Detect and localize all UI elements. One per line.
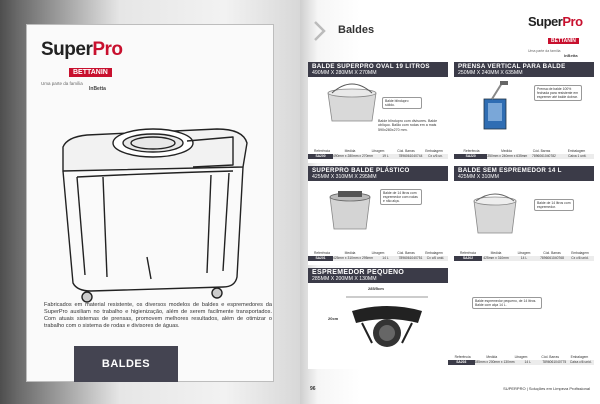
spec-table: Referência Medida Litragem Cód. Barras Embalagem SA202 425mm x 310mm 14 L 7896061040768 Cx c/6 unid. [454, 251, 594, 265]
section-badge: BALDES [74, 346, 178, 382]
wringer-image [474, 81, 520, 133]
spec-table: Referência Medida Litragem Cód. Barras Embalagem SA203 285mm x 200mm x 130mm 14 L 7896061040775 Caixa c/6 unid. [448, 355, 594, 369]
product-card-balde-sem-espremedor: BALDE SEM ESPREMEDOR 14 L 425MM X 310MM Balde de 14 litros com espremedor. Referência Medida Litragem Cód. Barras Embalagem SA202 425mm x 310mm 14 L 7896061040768 Cx c/6 unid. [454, 166, 594, 264]
spec-table: Referência Medida Litragem Cód. Barras Embalagem SA201 425mm x 310mm x 295mm 14 L 7896061040751 Cx c/6 unid. [308, 251, 448, 265]
section-description: Fabricados em material resistente, os diversos modelos de baldes e espremedores da SuperPro auxiliam no trabalho e higienização, além de serem facilmente transportados. Com atuais sistemas de prensas, promovem melhores resultados, além de otimizar o trabalho com o sistema de rodas e divisores de águas. [44, 302, 272, 329]
product-card-balde-oval: BALDE SUPERPRO OVAL 19 LITROS 490MM X 280MM X 270MM Balde blindupro sólido. Balde blindupro com divisores. Balde oblíquo. Balão com rodas em a mais 590x280x270 mm. Referência Medida Litragem Cód. Barras Embalagem SA200 490mm x 280mm x 270mm 19 L 7896061040744 Cx c/6 un. [308, 62, 448, 162]
product-card-espremedor-pequeno: ESPREMEDOR PEQUENO 285MM X 200MM X 130MM 285/5cm 20cm Balde espremedor pequeno, de 14 litros. Balde com alça 14 L. Referência Medida Litragem Cód. Barras Embalagem SA203 285mm x 200mm x 130mm 14 L 7896061040775 Caixa c/6 unid. [308, 268, 594, 372]
product-card-prensa: PRENSA VERTICAL PARA BALDE 250MM X 240MM X 635MM Prensa de balde 100% fechada para resistente em espremer até balde dobrar. Referência Medida Cód. Barras Embalagem SA220 250mm x 240mm x 635mm 7896061040782 Caixa 1 unit. [454, 62, 594, 162]
oval-bucket-image [322, 83, 382, 127]
plastic-bucket-image [324, 187, 376, 235]
superpro-logo-small: SuperPro BETTANIN Uma parte da família InBetta [528, 14, 583, 58]
page-number: 96 [310, 386, 316, 392]
page-footer: SUPERPRO | Soluções em Limpeza Profissional [503, 386, 590, 391]
bucket-line-drawing [47, 107, 257, 307]
right-page [300, 0, 600, 404]
chevron-right-icon [312, 20, 328, 42]
bettanin-label: BETTANIN [69, 68, 112, 77]
product-card-balde-plastico: SUPERPRO BALDE PLÁSTICO 425MM X 310MM X 295MM Balde de 14 litros com espremedor com rodas e não alça. Referência Medida Litragem Cód. Barras Embalagem SA201 425mm x 310mm x 295mm 14 L 7896061040751 Cx c/6 unid. [308, 166, 448, 264]
small-wringer-image [342, 293, 432, 349]
page-title: Baldes [338, 24, 375, 36]
spec-table: Referência Medida Litragem Cód. Barras Embalagem SA200 490mm x 280mm x 270mm 19 L 7896061040744 Cx c/6 un. [308, 149, 448, 163]
superpro-logo: SuperPro BETTANIN Uma parte da família InBetta [41, 39, 123, 92]
spec-table: Referência Medida Cód. Barras Embalagem SA220 250mm x 240mm x 635mm 7896061040782 Caixa 1 unit. [454, 149, 594, 163]
simple-bucket-image [468, 193, 522, 237]
